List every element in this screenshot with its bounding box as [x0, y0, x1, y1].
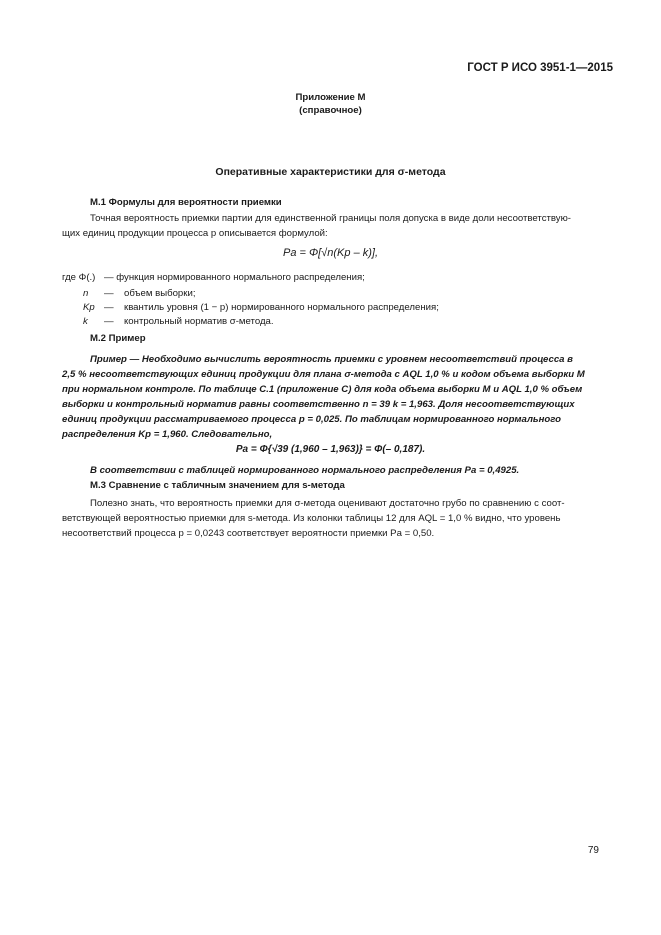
example-line-3: при нормальном контроле. По таблице С.1 (приложение С) для кода объема выборки М и AQL 1,0 % объем: [62, 384, 583, 395]
def-text-n: объем выборки;: [124, 288, 196, 299]
appendix-subtitle: (справочное): [299, 105, 362, 116]
example-formula: Pa = Φ{√39 (1,960 – 1,963)} = Φ(– 0,187).: [235, 444, 426, 455]
where-definition: — функция нормированного нормального распределения;: [104, 272, 365, 283]
example-line-5: единиц продукции рассматриваемого процесса p = 0,025. По таблицам нормированного нормального: [62, 414, 562, 425]
def-text-kp: квантиль уровня (1 − p) нормированного нормального распределения;: [124, 302, 439, 313]
example-line-6: распределения Kp = 1,960. Следовательно,: [62, 429, 273, 440]
formula-pa: Pa = Φ[√n(Kp – k)],: [282, 247, 379, 259]
section-m2-heading: М.2 Пример: [90, 333, 146, 344]
main-title: Оперативные характеристики для σ-метода: [215, 166, 446, 178]
section-m3-line-2: ветствующей вероятностью приемки для s-метода. Из колонки таблицы 12 для AQL = 1,0 % видно, что уровень: [62, 513, 561, 524]
section-m1-para-line1: Точная вероятность приемки партии для единственной границы поля допуска в виде доли несоответствую-: [90, 213, 571, 224]
example-conclusion: В соответствии с таблицей нормированного нормального распределения Pa = 0,4925.: [90, 465, 520, 476]
example-line-1: Пример — Необходимо вычислить вероятность приемки с уровнем несоответствий процесса в: [90, 354, 573, 365]
def-symbol-kp: Kp: [83, 302, 95, 313]
example-line-4: выборки и контрольный норматив равны соответственно n = 39 k = 1,963. Доля несоответствующих: [62, 399, 575, 410]
def-dash-n: —: [104, 288, 114, 299]
appendix-title: Приложение М: [295, 92, 366, 103]
section-m3-line-1: Полезно знать, что вероятность приемки для σ-метода оценивают достаточно грубо по сравнению с соот-: [90, 498, 565, 509]
section-m3-heading: М.3 Сравнение с табличным значением для s-метода: [90, 480, 345, 491]
page-number: 79: [587, 845, 599, 856]
def-text-k: контрольный норматив σ-метода.: [124, 316, 274, 327]
def-symbol-k: k: [83, 316, 88, 327]
example-line-2: 2,5 % несоответствующих единиц продукции для плана σ-метода с AQL 1,0 % и кодом объема выборки М: [62, 369, 585, 380]
section-m3-line-3: несоответствий процесса p = 0,0243 соответствует вероятности приемки Pa = 0,50.: [62, 528, 435, 539]
section-m1-heading: М.1 Формулы для вероятности приемки: [90, 197, 282, 208]
where-symbol: где Φ(.): [62, 272, 96, 283]
standard-header: ГОСТ Р ИСО 3951-1—2015: [467, 62, 613, 74]
def-dash-k: —: [104, 316, 114, 327]
def-symbol-n: n: [83, 288, 89, 299]
section-m1-para-line2: щих единиц продукции процесса p описывается формулой:: [62, 228, 328, 239]
def-dash-kp: —: [104, 302, 114, 313]
